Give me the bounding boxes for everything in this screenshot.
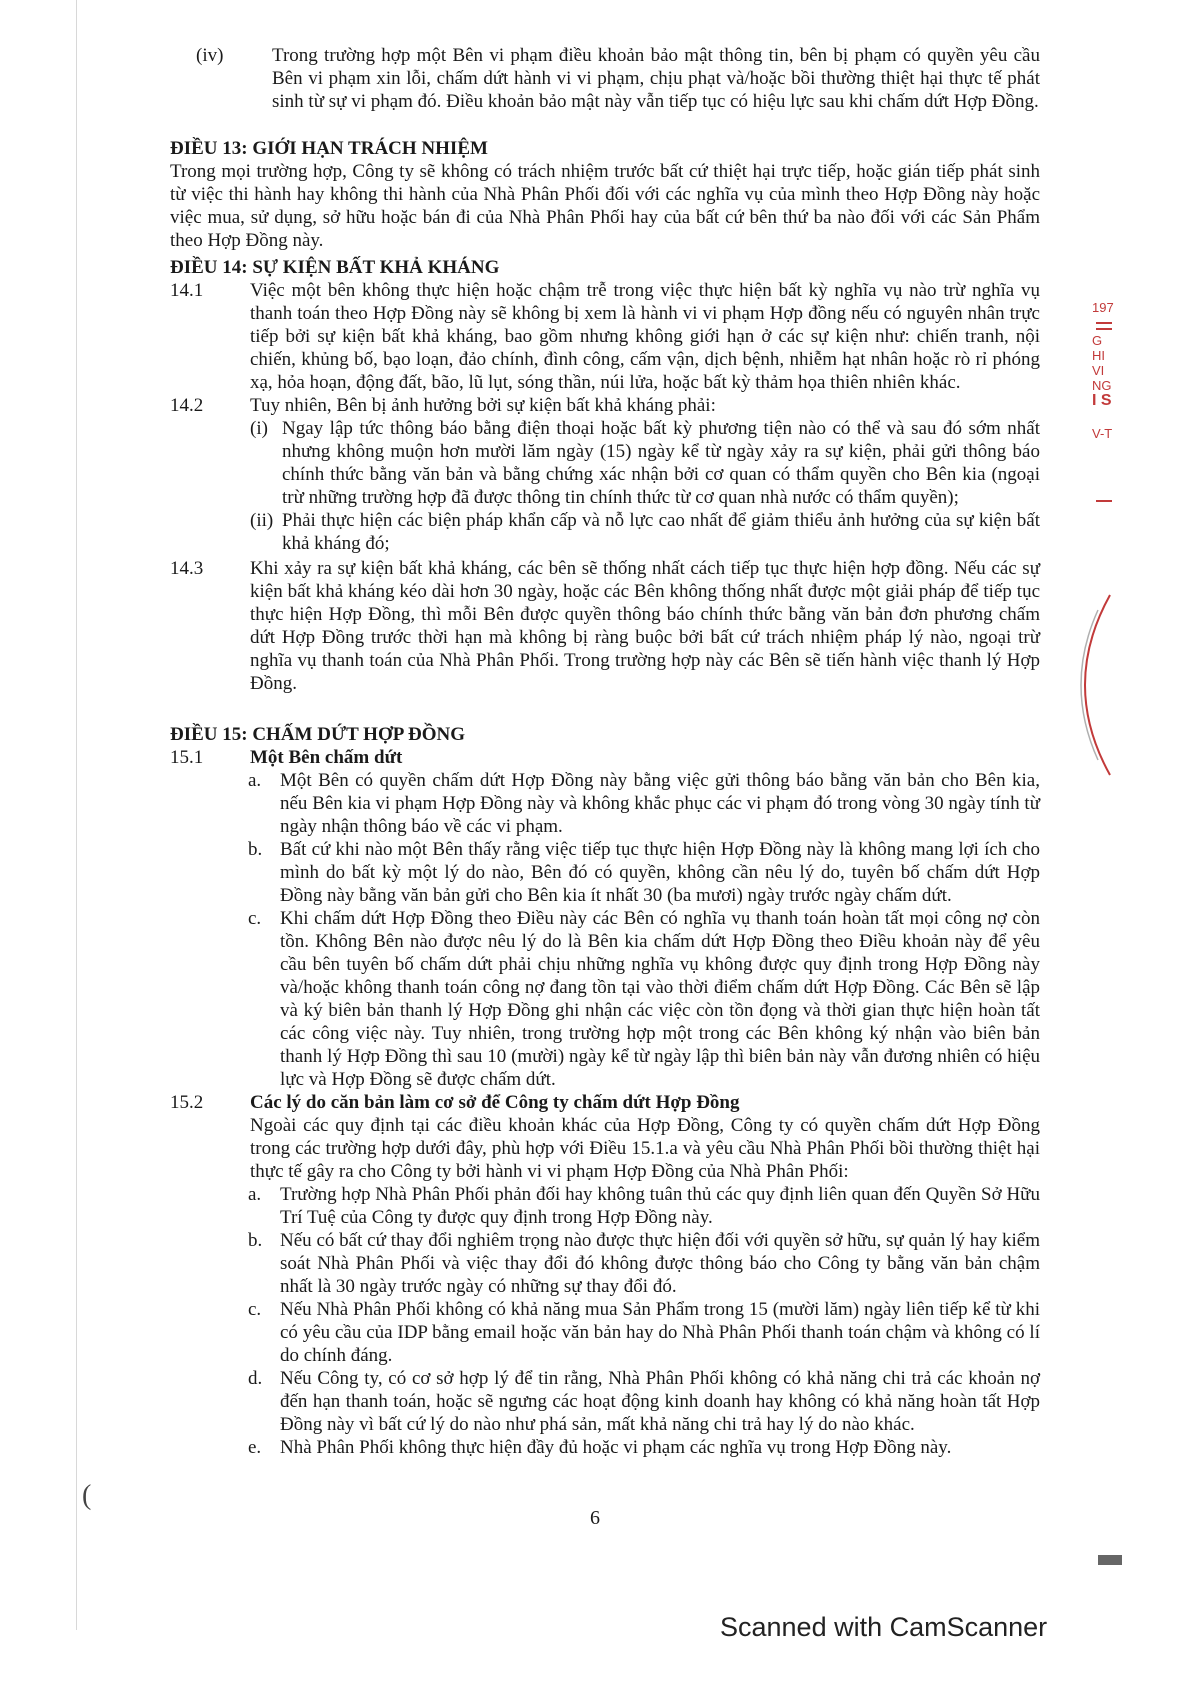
item-b-label: b. bbox=[248, 1230, 263, 1251]
item-iv-label: (iv) bbox=[196, 45, 224, 66]
side-stamp-line: I S bbox=[1092, 392, 1112, 409]
side-stamp-line: HI bbox=[1092, 348, 1105, 363]
side-stamp-line: 197 bbox=[1092, 300, 1114, 315]
section-15-2-number: 15.2 bbox=[170, 1092, 204, 1113]
clause-12-item-iv bbox=[170, 44, 1040, 113]
margin-mark: ( bbox=[82, 1480, 92, 1511]
item-c-label: c. bbox=[248, 1299, 262, 1320]
section-14-3 bbox=[170, 557, 1040, 695]
clause-15-heading: ĐIỀU 15: CHẤM DỨT HỢP ĐỒNG bbox=[170, 724, 466, 745]
document-body bbox=[170, 44, 1040, 1459]
side-stamp-line: VI bbox=[1092, 363, 1105, 378]
item-d-text: Nếu Công ty, có cơ sở hợp lý để tin rằng, Nhà Phân Phối không có khả năng chi trả các khoản nợ đến hạn thanh toán, hoặc sẽ ngưng các hoạt động kinh doanh hay không có khả năng hoàn tất Hợp Đồng này vì bất cứ lý do nào như phá sản, mất khả năng chi trả hay lý do nào khác. bbox=[280, 1368, 1040, 1435]
section-14-2-item-ii bbox=[170, 509, 1040, 555]
section-14-2-text: Tuy nhiên, Bên bị ảnh hưởng bởi sự kiện bất khả kháng phải: bbox=[250, 395, 716, 416]
item-ii-text: Phải thực hiện các biện pháp khẩn cấp và nỗ lực cao nhất để giảm thiểu ảnh hưởng của sự kiện bất khả kháng đó; bbox=[282, 510, 1040, 554]
section-14-2-item-i bbox=[170, 417, 1040, 509]
camscanner-watermark: Scanned with CamScanner bbox=[720, 1612, 1048, 1642]
item-c-text: Nếu Nhà Phân Phối không có khả năng mua Sản Phẩm trong 15 (mười lăm) ngày liên tiếp kể từ khi có yêu cầu của IDP bằng email hoặc văn bản hay do Nhà Phân Phối thanh toán chậm và không có lí do chính đáng. bbox=[280, 1299, 1040, 1366]
item-a-label: a. bbox=[248, 1184, 262, 1205]
stamp-rule bbox=[1096, 500, 1112, 502]
scan-artifact bbox=[1098, 1555, 1122, 1565]
item-b-text: Nếu có bất cứ thay đổi nghiêm trọng nào được thực hiện đối với quyền sở hữu, sự quản lý hay kiểm soát Nhà Phân Phối và việc thay đổi đó không được thông báo cho Công ty bằng văn bản chậm nhất là 30 ngày trước ngày có những sự thay đổi đó. bbox=[280, 1230, 1040, 1297]
side-stamp-line: G bbox=[1092, 333, 1103, 348]
section-14-2-number: 14.2 bbox=[170, 395, 204, 416]
stamp-rule bbox=[1096, 322, 1112, 324]
item-b-label: b. bbox=[248, 839, 263, 860]
section-15-2-item-d bbox=[170, 1367, 1040, 1436]
page-number: 6 bbox=[590, 1507, 600, 1529]
paper-edge bbox=[76, 0, 77, 1630]
item-c-label: c. bbox=[248, 908, 262, 929]
section-15-2-item-c bbox=[170, 1298, 1040, 1367]
item-d-label: d. bbox=[248, 1368, 263, 1389]
item-c-text: Khi chấm dứt Hợp Đồng theo Điều này các Bên có nghĩa vụ thanh toán hoàn tất mọi công nợ còn tồn. Không Bên nào được nêu lý do là Bên kia chấm dứt Hợp Đồng theo Điều khoản này để yêu cầu bên tuyên bố chấm dứt phải chịu những nghĩa vụ không được quy định trong Hợp Đồng này và/hoặc không thanh toán công nợ đang tồn tại vào thời điểm chấm dứt Hợp Đồng. Các Bên sẽ lập và ký biên bản thanh lý Hợp Đồng ghi nhận các việc còn tồn đọng và thời gian thực hiện hoàn tất các công việc này. Tuy nhiên, trong trường hợp một trong các Bên không ký nhận vào biên bản thanh lý Hợp Đồng thì sau 10 (mười) ngày kể từ ngày lập thì biên bản này vẫn đương nhiên có hiệu lực và Hợp Đồng sẽ được chấm dứt. bbox=[280, 908, 1040, 1090]
section-15-2 bbox=[170, 1091, 1040, 1114]
clause-14-heading: ĐIỀU 14: SỰ KIỆN BẤT KHẢ KHÁNG bbox=[170, 257, 500, 278]
item-a-text: Trường hợp Nhà Phân Phối phản đối hay không tuân thủ các quy định liên quan đến Quyền Sở Hữu Trí Tuệ của Công ty được quy định trong Hợp Đồng này. bbox=[280, 1184, 1040, 1228]
section-15-2-intro-row bbox=[170, 1114, 1040, 1183]
section-14-1-text: Việc một bên không thực hiện hoặc chậm trễ trong việc thực hiện bất kỳ nghĩa vụ nào trừ nghĩa vụ thanh toán theo Hợp Đồng này sẽ không bị xem là hành vi vi phạm Hợp đồng nếu có nguyên nhân trực tiếp bởi sự kiện bất khả kháng, bao gồm nhưng không giới hạn ở các sự kiện như: chiến tranh, nội chiến, khủng bố, bạo loạn, đảo chính, đình công, cấm vận, dịch bệnh, nhiễm hạt nhân hoặc rò rỉ phóng xạ, hỏa hoạn, động đất, bão, lũ lụt, sóng thần, núi lửa, hoặc bất kỳ thảm họa thiên nhiên khác. bbox=[250, 280, 1040, 393]
section-15-1-number: 15.1 bbox=[170, 747, 204, 768]
section-15-2-title: Các lý do căn bản làm cơ sở để Công ty chấm dứt Hợp Đồng bbox=[250, 1092, 740, 1113]
item-i-text: Ngay lập tức thông báo bằng điện thoại hoặc bất kỳ phương tiện nào có thể và sau đó sớm nhất nhưng không muộn hơn mười lăm ngày (15) ngày kể từ ngày xảy ra sự kiện, phải gửi thông báo chính thức bằng văn bản và bằng chứng xác nhận bởi cơ quan có thẩm quyền cho Bên kia (ngoại trừ những trường hợp đã được thông tin chính thức từ cơ quan nhà nước có thẩm quyền); bbox=[282, 418, 1040, 508]
section-14-3-number: 14.3 bbox=[170, 558, 204, 579]
section-15-2-item-a bbox=[170, 1183, 1040, 1229]
section-15-2-item-b bbox=[170, 1229, 1040, 1298]
section-15-1-item-a bbox=[170, 769, 1040, 838]
section-14-2 bbox=[170, 394, 1040, 417]
side-stamp-line: V-T bbox=[1092, 426, 1113, 441]
section-14-3-text: Khi xảy ra sự kiện bất khả kháng, các bên sẽ thống nhất cách tiếp tục thực hiện hợp đồng. Nếu các sự kiện bất khả kháng kéo dài hơn 30 ngày, hoặc các Bên không thống nhất được một giải pháp để tiếp tục thực hiện Hợp Đồng, thì mỗi Bên được quyền thông báo chính thức bằng văn bản đơn phương chấm dứt Hợp Đồng trước thời hạn mà không bị ràng buộc bởi bất cứ trách nhiệm pháp lý nào, ngoại trừ nghĩa vụ thanh toán của Nhà Phân Phối. Trong trường hợp này các Bên sẽ tiến hành việc thanh lý Hợp Đồng. bbox=[250, 558, 1040, 694]
item-e-text: Nhà Phân Phối không thực hiện đầy đủ hoặc vi phạm các nghĩa vụ trong Hợp Đồng này. bbox=[280, 1437, 952, 1458]
section-14-1-number: 14.1 bbox=[170, 280, 204, 301]
clause-13-heading: ĐIỀU 13: GIỚI HẠN TRÁCH NHIỆM bbox=[170, 138, 488, 159]
section-15-1-item-c bbox=[170, 907, 1040, 1091]
seal-arc-icon bbox=[1060, 590, 1120, 780]
section-15-1-item-b bbox=[170, 838, 1040, 907]
item-a-label: a. bbox=[248, 770, 262, 791]
item-b-text: Bất cứ khi nào một Bên thấy rằng việc tiếp tục thực hiện Hợp Đồng này là không mang lợi ích cho mình do bất kỳ một lý do nào, Bên đó có quyền, không cần nêu lý do, tuyên bố chấm dứt Hợp Đồng này bằng văn bản gửi cho Bên kia ít nhất 30 (ba mươi) ngày trước ngày chấm dứt. bbox=[280, 839, 1040, 906]
item-e-label: e. bbox=[248, 1437, 262, 1458]
section-15-1 bbox=[170, 746, 1040, 769]
section-14-1 bbox=[170, 279, 1040, 394]
item-iv-text: Trong trường hợp một Bên vi phạm điều khoản bảo mật thông tin, bên bị phạm có quyền yêu cầu Bên vi phạm xin lỗi, chấm dứt hành vi vi phạm, chịu phạt và/hoặc bồi thường thiệt hại thực tế phát sinh từ sự vi phạm đó. Điều khoản bảo mật này vẫn tiếp tục có hiệu lực sau khi chấm dứt Hợp Đồng. bbox=[272, 45, 1040, 112]
clause-13-text: Trong mọi trường hợp, Công ty sẽ không có trách nhiệm trước bất cứ thiệt hại trực tiếp, hoặc gián tiếp phát sinh từ việc thi hành hay không thi hành của Nhà Phân Phối đối với các nghĩa vụ của mình theo Hợp Đồng này hoặc việc mua, sử dụng, sở hữu hoặc bán đi của Nhà Phân Phối hay của bất cứ bên thứ ba nào đối với các Sản Phẩm theo Hợp Đồng này. bbox=[170, 161, 1040, 251]
section-15-2-item-e bbox=[170, 1436, 1040, 1459]
item-i-label: (i) bbox=[250, 418, 268, 439]
side-stamp-line: NG bbox=[1092, 378, 1112, 393]
stamp-rule bbox=[1096, 328, 1112, 330]
section-15-1-title: Một Bên chấm dứt bbox=[250, 747, 403, 768]
item-ii-label: (ii) bbox=[250, 510, 274, 531]
item-a-text: Một Bên có quyền chấm dứt Hợp Đồng này bằng việc gửi thông báo bằng văn bản cho Bên kia, nếu Bên kia vi phạm Hợp Đồng này và không khắc phục các vi phạm đó trong vòng 30 ngày tính từ ngày nhận thông báo về các vi phạm. bbox=[280, 770, 1040, 837]
section-15-2-intro: Ngoài các quy định tại các điều khoản khác của Hợp Đồng, Công ty có quyền chấm dứt Hợp Đồng trong các trường hợp dưới đây, phù hợp với Điều 15.1.a và yêu cầu Nhà Phân Phối bồi thường thiệt hại thực tế gây ra cho Công ty bởi hành vi vi phạm Hợp Đồng của Nhà Phân Phối: bbox=[250, 1115, 1040, 1182]
